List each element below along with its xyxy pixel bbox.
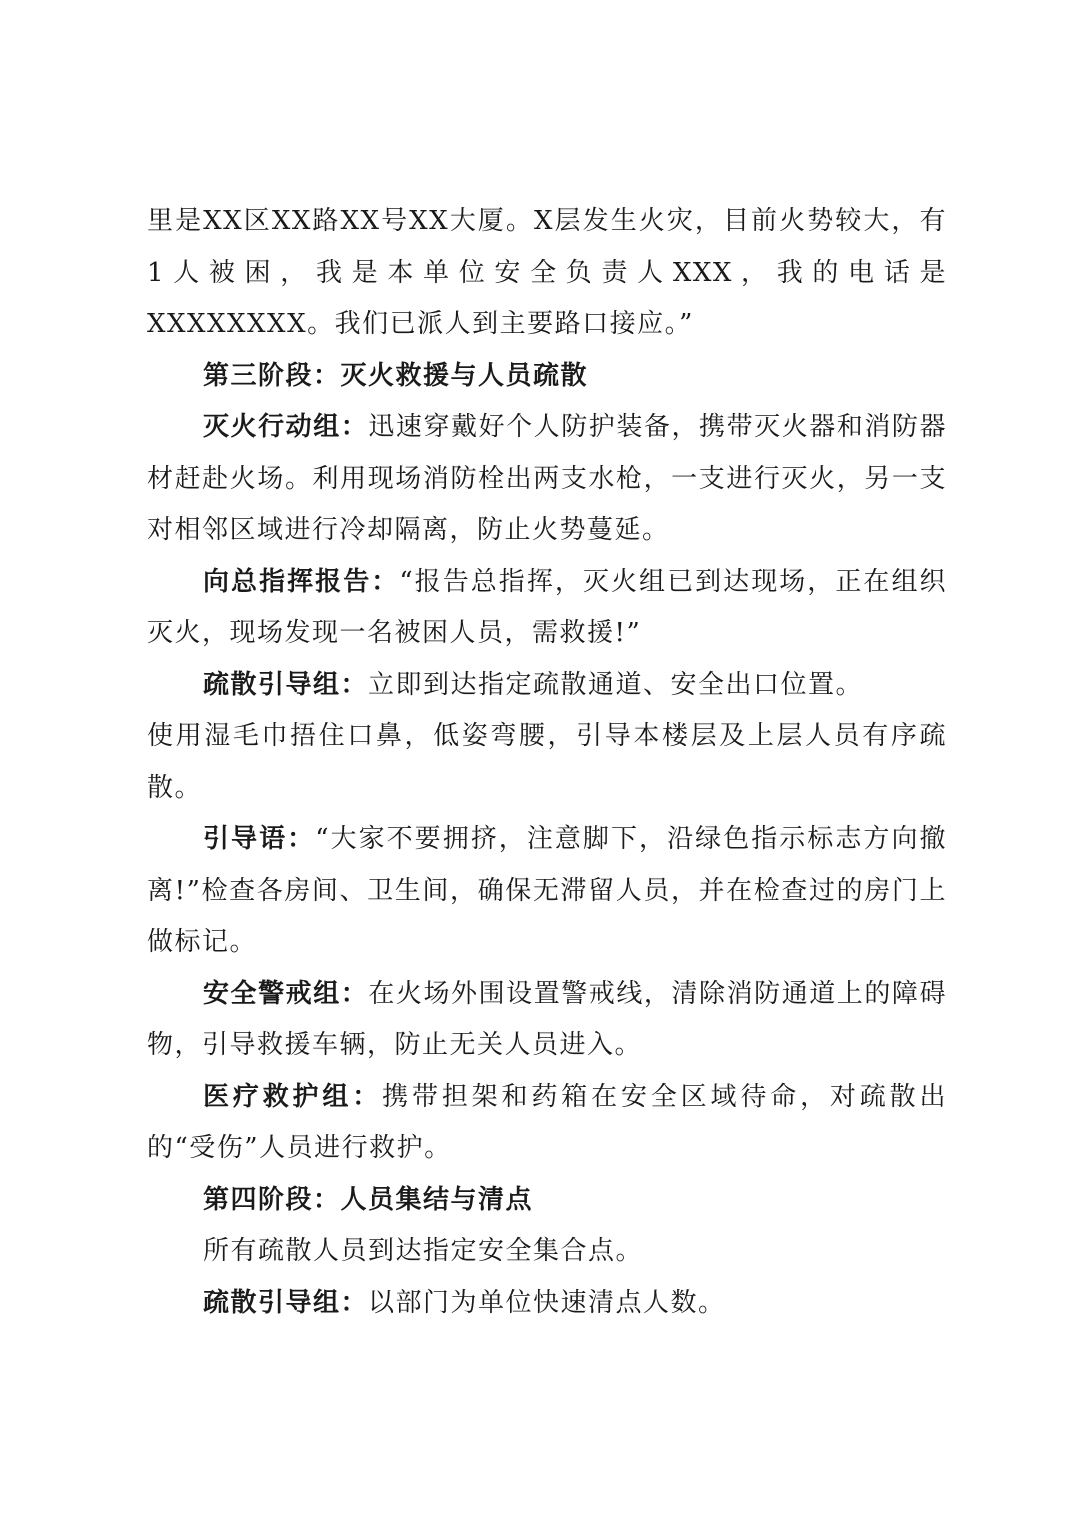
paragraph-firefighting-team (147, 402, 947, 557)
paragraph-text: 迅速穿戴好个人防护装备，携带灭火器和消防器材赶赴火场。利用现场消防栓出两支水枪，一支进行灭火，另一支对相邻区域进行冷却隔离，防止火势蔓延。 (147, 412, 947, 545)
paragraph-lead: 疏散引导组： (203, 1287, 369, 1318)
paragraph-lead: 医疗救护组： (203, 1081, 383, 1112)
paragraph-lead: 灭火行动组： (203, 412, 369, 442)
paragraph-text: “大家不要拥挤，注意脚下，沿绿色指示标志方向撤离!”检查各房间、卫生间，确保无滞留人员，并在检查过的房门上做标记。 (147, 824, 947, 957)
paragraph-text: 以部门为单位快速清点人数。 (368, 1287, 726, 1318)
paragraph-text: 所有疏散人员到达指定安全集合点。 (203, 1236, 644, 1266)
paragraph-report-to-commander (147, 557, 947, 660)
paragraph-text: 在火场外围设置警戒线，清除消防通道上的障碍物，引导救援车辆，防止无关人员进入。 (147, 978, 947, 1060)
paragraph-lead: 引导语： (203, 824, 316, 854)
heading-text: 第三阶段：灭火救援与人员疏散 (203, 360, 589, 391)
paragraph-security-team (147, 969, 947, 1072)
paragraph-headcount (147, 1278, 947, 1330)
paragraph-lead: 向总指挥报告： (203, 566, 400, 597)
paragraph-text: “报告总指挥，灭火组已到达现场，正在组织灭火，现场发现一名被困人员，需救援!” (147, 566, 947, 648)
section-heading-stage-four (147, 1175, 947, 1227)
paragraph-lead: 安全警戒组： (203, 978, 369, 1009)
paragraph-evacuation-method (147, 711, 947, 814)
paragraph-guidance-words (147, 814, 947, 969)
paragraph-evacuation-team (147, 660, 947, 712)
paragraph-text: 使用湿毛巾捂住口鼻，低姿弯腰，引导本楼层及上层人员有序疏散。 (147, 721, 947, 803)
paragraph-text: 携带担架和药箱在安全区域待命，对疏散出的“受伤”人员进行救护。 (147, 1081, 947, 1163)
paragraph-text: 里是XX区XX路XX号XX大厦。X层发生火灾，目前火势较大，有1人被困，我是本单位安全负责人XXX，我的电话是XXXXXXXX。我们已派人到主要路口接应。” (147, 206, 947, 339)
paragraph-text: 立即到达指定疏散通道、安全出口位置。 (368, 669, 864, 700)
paragraph-lead: 疏散引导组： (203, 669, 369, 700)
paragraph-medical-team (147, 1072, 947, 1175)
paragraph-assembly-point (147, 1226, 947, 1278)
section-heading-stage-three (147, 351, 947, 403)
heading-text: 第四阶段：人员集结与清点 (203, 1184, 534, 1215)
paragraph-report-call (147, 196, 947, 351)
document-body (147, 196, 947, 1329)
